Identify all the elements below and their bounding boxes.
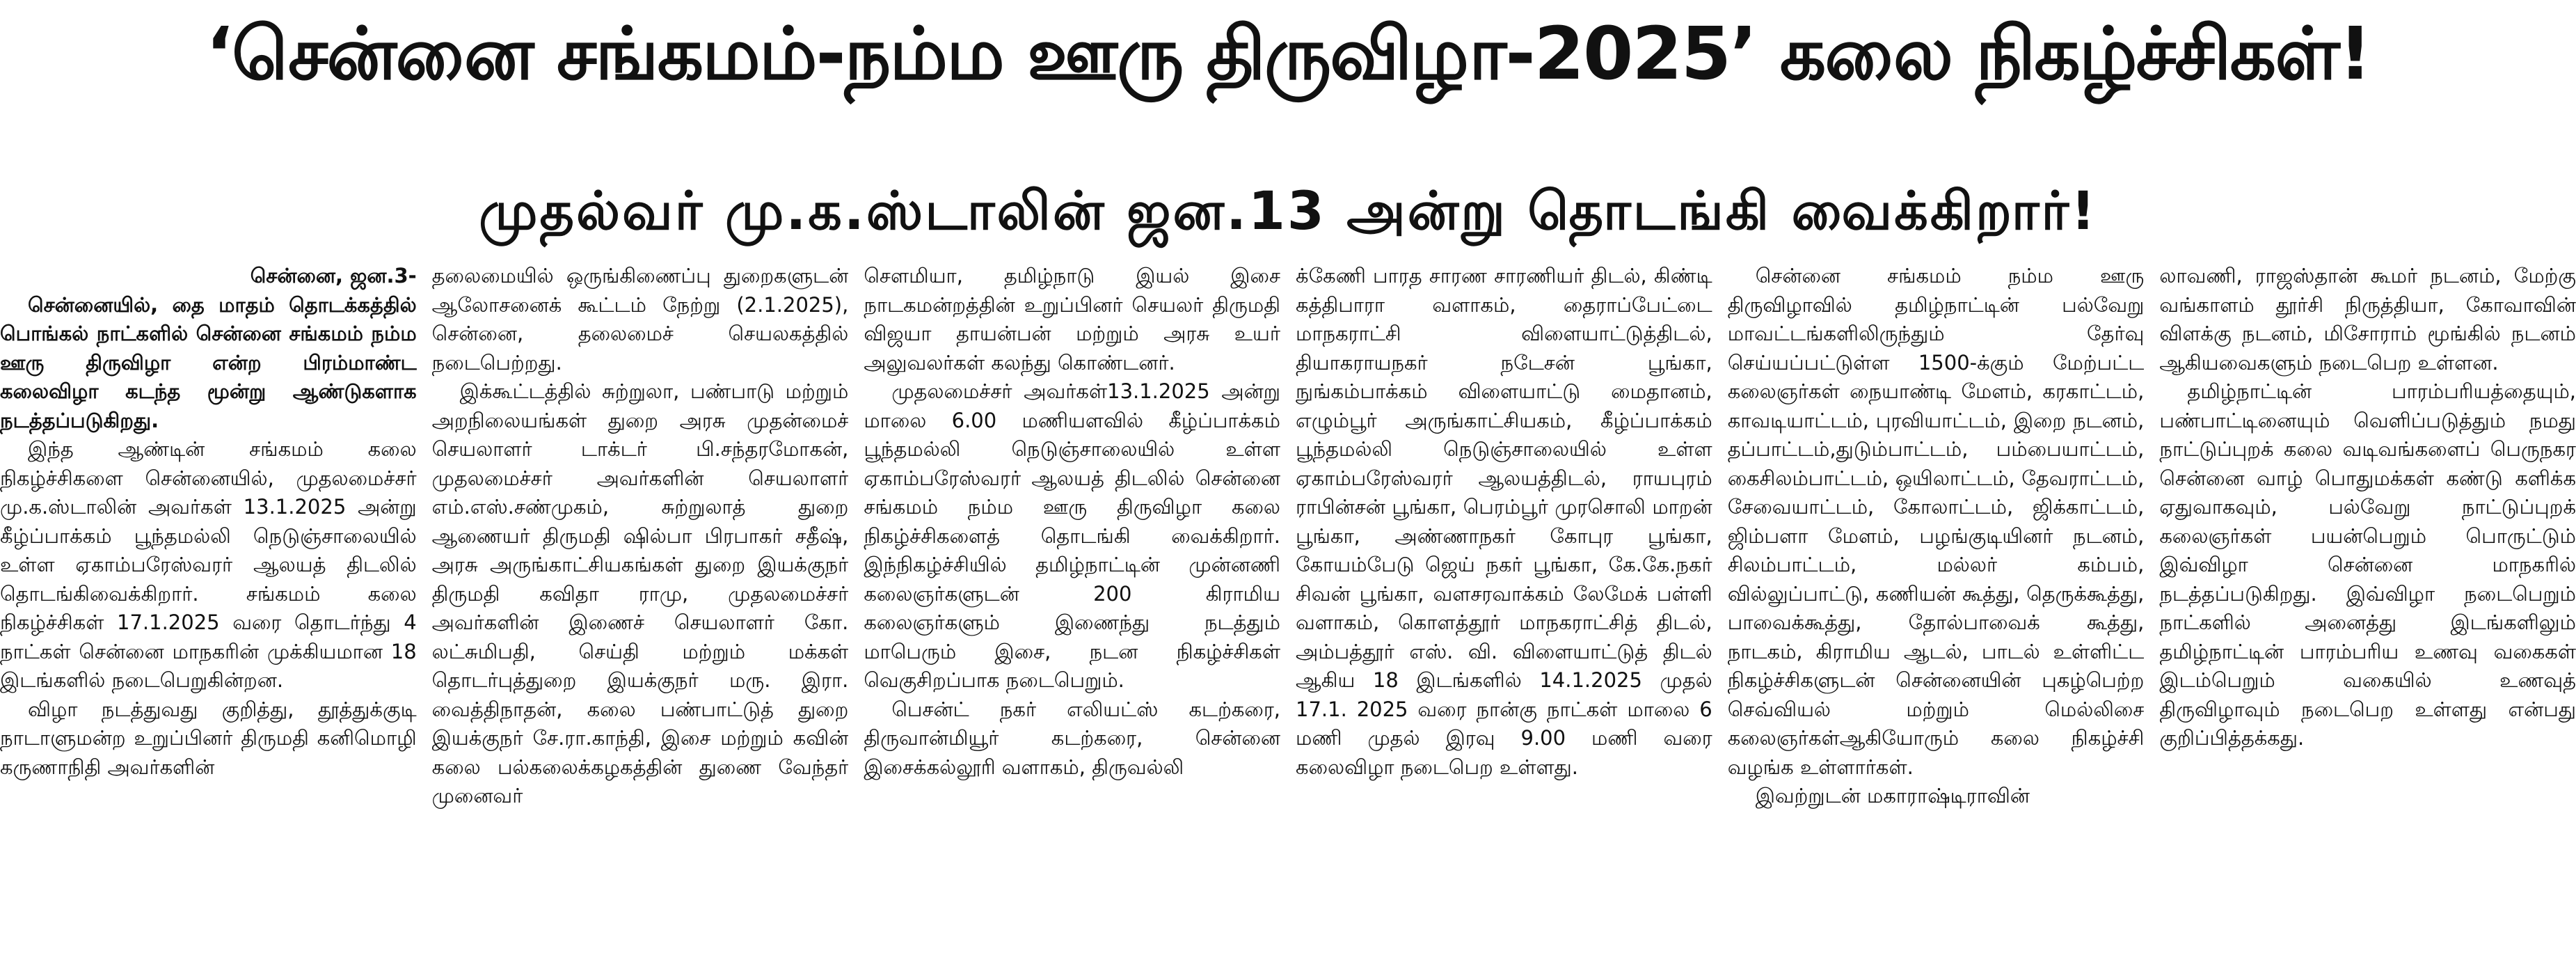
paragraph: தமிழ்நாட்டின் பாரம்பரியத்தையும், பண்பாட்டினையும் வெளிப்படுத்தும் நமது நாட்டுப்புறக் கலை வடிவங்களைப் பெருநகர சென்னை வாழ் பொதுமக்கள் கண்டு களிக்க ஏதுவாகவும், பல்வேறு நாட்டுப்புறக் கலைஞர்கள் பயன்பெறும் பொருட்டும் இவ்விழா சென்னை மாநகரில் நடத்தப்படுகிறது. இவ்விழா நடைபெறும் நாட்களில் அனைத்து இடங்களிலும் தமிழ்நாட்டின் பாரம்பரிய உணவு வகைகள் இடம்பெறும் வகையில் உணவுத் திருவிழாவும் நடைபெற உள்ளது என்பது குறிப்பித்தக்கது. xyxy=(2159,379,2576,750)
paragraph: சௌமியா, தமிழ்நாடு இயல் இசை நாடகமன்றத்தின் உறுப்பினர் செயலர் திருமதி விஜயா தாயன்பன் மற்றும் அரசு உயர் அலுவலர்கள் கலந்து கொண்டனர். xyxy=(864,264,1281,374)
paragraph: சென்னை சங்கமம் நம்ம ஊரு திருவிழாவில் தமிழ்நாட்டின் பல்வேறு மாவட்டங்களிலிருந்தும் தேர்வு செய்யப்பட்டுள்ள 1500-க்கும் மேற்பட்ட கலைஞர்கள் நையாண்டி மேளம், கரகாட்டம், காவடியாட்டம், புரவியாட்டம், இறை நடனம், தப்பாட்டம்,துடும்பாட்டம், பம்பையாட்டம், கைசிலம்பாட்டம், ஒயிலாட்டம், தேவராட்டம், சேவையாட்டம், கோலாட்டம், ஜிக்காட்டம், ஜிம்பளா மேளம், பழங்குடியினர் நடனம், சிலம்பாட்டம், மல்லர் கம்பம், வில்லுப்பாட்டு, கணியன் கூத்து, தெருக்கூத்து, பாவைக்கூத்து, தோல்பாவைக் கூத்து, நாடகம், கிராமிய ஆடல், பாடல் உள்ளிட்ட நிகழ்ச்சிகளுடன் சென்னையின் புகழ்பெற்ற செவ்வியல் மற்றும் மெல்லிசை கலைஞர்கள்ஆகியோரும் கலை நிகழ்ச்சி வழங்க உள்ளார்கள். xyxy=(1727,264,2145,779)
column-3 xyxy=(864,262,1280,958)
column-4 xyxy=(1296,262,1712,958)
paragraph: விழா நடத்துவது குறித்து, தூத்துக்குடி நாடாளுமன்ற உறுப்பினர் திருமதி கனிமொழி கருணாநிதி அவர்களின் xyxy=(0,697,417,779)
subheadline: முதல்வர் மு.க.ஸ்டாலின் ஜன.13 அன்று தொடங்கி வைக்கிறார்! xyxy=(479,180,2097,242)
paragraph: பெசன்ட் நகர் எலியட்ஸ் கடற்கரை, திருவான்மியூர் கடற்கரை, சென்னை இசைக்கல்லூரி வளாகம், திருவல்லி xyxy=(864,697,1281,779)
paragraph: லாவணி, ராஜஸ்தான் கூமர் நடனம், மேற்கு வங்காளம் தூர்சி நிருத்தியா, கோவாவின் விளக்கு நடனம், மிசோராம் மூங்கில் நடனம் ஆகியவைகளும் நடைபெற உள்ளன. xyxy=(2159,264,2576,374)
paragraph: இந்த ஆண்டின் சங்கமம் கலை நிகழ்ச்சிகளை சென்னையில், முதலமைச்சர் மு.க.ஸ்டாலின் அவர்கள் 13.1.2025 அன்று கீழ்ப்பாக்கம் பூந்தமல்லி நெடுஞ்சாலையில் உள்ள ஏகாம்பரேஸ்வரர் ஆலயத் திடலில் தொடங்கிவைக்கிறார். சங்கமம் கலை நிகழ்ச்சிகள் 17.1.2025 வரை தொடர்ந்து 4 நாட்கள் சென்னை மாநகரின் முக்கியமான 18 இடங்களில் நடைபெறுகின்றன. xyxy=(0,437,417,692)
paragraph: இக்கூட்டத்தில் சுற்றுலா, பண்பாடு மற்றும் அறநிலையங்கள் துறை அரசு முதன்மைச் செயலாளர் டாக்டர் பி.சந்தரமோகன், முதலமைச்சர் அவர்களின் செயலாளர் எம்.எஸ்.சண்முகம், சுற்றுலாத் துறை ஆணையர் திருமதி ஷில்பா பிரபாகர் சதீஷ், அரசு அருங்காட்சியகங்கள் துறை இயக்குநர் திருமதி கவிதா ராமு, முதலமைச்சர் அவர்களின் இணைச் செயலாளர் கோ. லட்சுமிபதி, செய்தி மற்றும் மக்கள் தொடர்புத்துறை இயக்குநர் மரு. இரா. வைத்திநாதன், கலை பண்பாட்டுத் துறை இயக்குநர் சே.ரா.காந்தி, இசை மற்றும் கவின் கலை பல்கலைக்கழகத்தின் துணை வேந்தர் முனைவர் xyxy=(431,379,849,807)
paragraph: இவற்றுடன் மகாராஷ்டிராவின் xyxy=(1755,784,2030,807)
column-1 xyxy=(0,262,417,958)
dateline: சென்னை, ஜன.3- xyxy=(250,264,417,287)
column-2 xyxy=(432,262,849,958)
column-6 xyxy=(2159,262,2576,958)
column-5 xyxy=(1728,262,2145,958)
paragraph: தலைமையில் ஒருங்கிணைப்பு துறைகளுடன் ஆலோசனைக் கூட்டம் நேற்று (2.1.2025), சென்னை, தலைமைச் செயலகத்தில் நடைபெற்றது. xyxy=(431,264,849,374)
article-columns xyxy=(0,262,2576,958)
paragraph: முதலமைச்சர் அவர்கள்13.1.2025 அன்று மாலை 6.00 மணியளவில் கீழ்ப்பாக்கம் பூந்தமல்லி நெடுஞ்சாலையில் உள்ள ஏகாம்பரேஸ்வரர் ஆலயத் திடலில் சென்னை சங்கமம் நம்ம ஊரு திருவிழா கலை நிகழ்ச்சிகளைத் தொடங்கி வைக்கிறார். இந்நிகழ்ச்சியில் தமிழ்நாட்டின் முன்னணி கலைஞர்களுடன் 200 கிராமிய கலைஞர்களும் இணைந்து நடத்தும் மாபெரும் இசை, நடன நிகழ்ச்சிகள் வெகுசிறப்பாக நடைபெறும். xyxy=(864,379,1281,692)
lead-paragraph: சென்னையில், தை மாதம் தொடக்கத்தில் பொங்கல் நாட்களில் சென்னை சங்கமம் நம்ம ஊரு திருவிழா என்ற பிரம்மாண்ட கலைவிழா கடந்த மூன்று ஆண்டுகளாக நடத்தப்படுகிறது. xyxy=(0,292,417,432)
headline: ‘சென்னை சங்கமம்-நம்ம ஊரு திருவிழா-2025’ கலை நிகழ்ச்சிகள்! xyxy=(205,11,2371,96)
paragraph: க்கேணி பாரத சாரண சாரணியர் திடல், கிண்டி கத்திபாரா வளாகம், தைராப்பேட்டை மாநகராட்சி விளையாட்டுத்திடல், தியாகராயநகர் நடேசன் பூங்கா, நுங்கம்பாக்கம் விளையாட்டு மைதானம், எழும்பூர் அருங்காட்சியகம், கீழ்ப்பாக்கம் பூந்தமல்லி நெடுஞ்சாலையில் உள்ள ஏகாம்பரேஸ்வரர் ஆலயத்திடல், ராயபுரம் ராபின்சன் பூங்கா, பெரம்பூர் முரசொலி மாறன் பூங்கா, அண்ணாநகர் கோபுர பூங்கா, கோயம்பேடு ஜெய் நகர் பூங்கா, கே.கே.நகர் சிவன் பூங்கா, வளசரவாக்கம் லேமேக் பள்ளி வளாகம், கொளத்தூர் மாநகராட்சித் திடல், அம்பத்தூர் எஸ். வி. விளையாட்டுத் திடல் ஆகிய 18 இடங்களில் 14.1.2025 முதல் 17.1. 2025 வரை நான்கு நாட்கள் மாலை 6 மணி முதல் இரவு 9.00 மணி வரை கலைவிழா நடைபெற உள்ளது. xyxy=(1296,264,1712,779)
